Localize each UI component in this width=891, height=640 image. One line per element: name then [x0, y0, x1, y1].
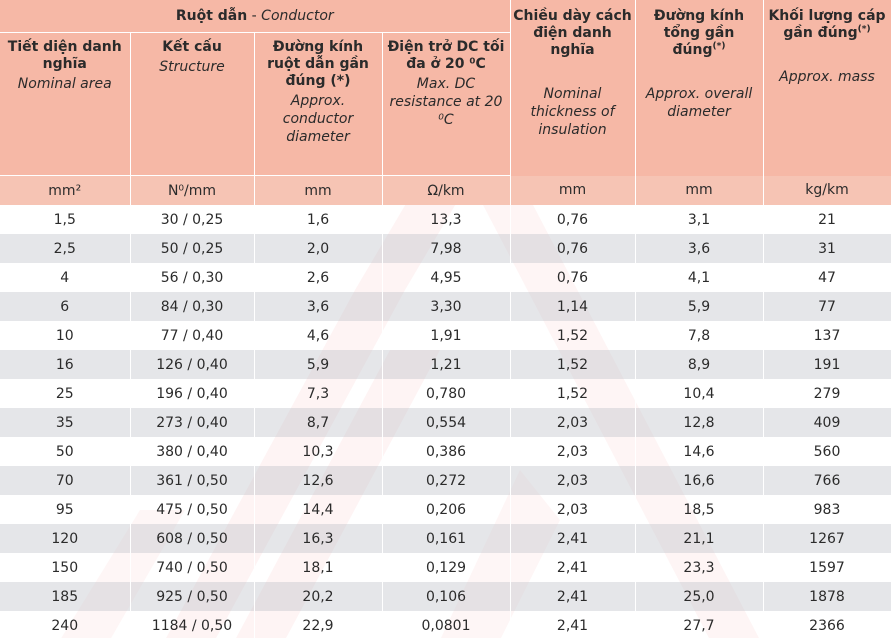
table-cell: 0,76: [510, 263, 635, 292]
table-cell: 0,0801: [382, 611, 510, 640]
table-cell: 196 / 0,40: [130, 379, 254, 408]
table-cell: 2,03: [510, 437, 635, 466]
table-cell: 1,52: [510, 379, 635, 408]
table-row: [0, 495, 891, 524]
table-cell: 22,9: [254, 611, 382, 640]
table-cell: 2366: [763, 611, 891, 640]
table-cell: 3,6: [635, 234, 763, 263]
table-cell: 1597: [763, 553, 891, 582]
table-cell: 13,3: [382, 205, 510, 234]
table-cell: 4,95: [382, 263, 510, 292]
table-cell: 12,8: [635, 408, 763, 437]
table-cell: 1,52: [510, 321, 635, 350]
table-cell: 0,161: [382, 524, 510, 553]
table-row: [0, 205, 891, 234]
table-cell: 47: [763, 263, 891, 292]
table-cell: 3,6: [254, 292, 382, 321]
table-cell: 380 / 0,40: [130, 437, 254, 466]
table-cell: 14,4: [254, 495, 382, 524]
table-cell: 0,554: [382, 408, 510, 437]
table-cell: 2,03: [510, 495, 635, 524]
table-cell: 0,780: [382, 379, 510, 408]
table-cell: 2,03: [510, 408, 635, 437]
unit-cell: mm²: [0, 176, 130, 206]
table-cell: 21: [763, 205, 891, 234]
table-cell: 5,9: [635, 292, 763, 321]
table-cell: 25,0: [635, 582, 763, 611]
table-cell: 150: [0, 553, 130, 582]
table-cell: 95: [0, 495, 130, 524]
table-cell: 279: [763, 379, 891, 408]
table-cell: 120: [0, 524, 130, 553]
table-cell: 2,5: [0, 234, 130, 263]
table-row: [0, 234, 891, 263]
table-cell: 20,2: [254, 582, 382, 611]
header-dc-resistance: Điện trở DC tối đa ở 20 ⁰C Max. DC resistance at 20 ⁰C: [382, 33, 510, 176]
table-cell: 35: [0, 408, 130, 437]
table-cell: 0,129: [382, 553, 510, 582]
unit-cell: Ω/km: [382, 176, 510, 206]
table-row: [0, 321, 891, 350]
table-cell: 1,21: [382, 350, 510, 379]
table-cell: 6: [0, 292, 130, 321]
table-cell: 27,7: [635, 611, 763, 640]
table-row: [0, 582, 891, 611]
table-cell: 8,9: [635, 350, 763, 379]
table-cell: 16,3: [254, 524, 382, 553]
table-cell: 409: [763, 408, 891, 437]
table-cell: 0,386: [382, 437, 510, 466]
table-cell: 25: [0, 379, 130, 408]
table-cell: 7,98: [382, 234, 510, 263]
table-cell: 361 / 0,50: [130, 466, 254, 495]
table-cell: 3,30: [382, 292, 510, 321]
table-row: [0, 350, 891, 379]
table-cell: 10,3: [254, 437, 382, 466]
table-cell: 5,9: [254, 350, 382, 379]
header-structure: Kết cấu Structure: [130, 33, 254, 176]
table-cell: 12,6: [254, 466, 382, 495]
table-cell: 70: [0, 466, 130, 495]
table-row: [0, 553, 891, 582]
table-cell: 185: [0, 582, 130, 611]
table-cell: 740 / 0,50: [130, 553, 254, 582]
unit-cell: N⁰/mm: [130, 176, 254, 206]
table-cell: 0,106: [382, 582, 510, 611]
unit-cell: mm: [635, 176, 763, 206]
table-cell: 983: [763, 495, 891, 524]
table-row: [0, 292, 891, 321]
table-cell: 4,6: [254, 321, 382, 350]
table-cell: 2,6: [254, 263, 382, 292]
table-cell: 1,91: [382, 321, 510, 350]
conductor-group-header: Ruột dẫn - Conductor: [0, 0, 510, 33]
header-approx-mass: Khối lượng cáp gần đúng(*) Approx. mass: [763, 0, 891, 176]
unit-cell: mm: [510, 176, 635, 206]
table-cell: 0,76: [510, 234, 635, 263]
table-cell: 1184 / 0,50: [130, 611, 254, 640]
table-cell: 0,272: [382, 466, 510, 495]
table-cell: 1,52: [510, 350, 635, 379]
table-cell: 77 / 0,40: [130, 321, 254, 350]
table-row: [0, 524, 891, 553]
table-cell: 50: [0, 437, 130, 466]
table-cell: 0,76: [510, 205, 635, 234]
table-row: [0, 611, 891, 640]
table-row: [0, 437, 891, 466]
table-cell: 608 / 0,50: [130, 524, 254, 553]
table-cell: 18,5: [635, 495, 763, 524]
table-row: [0, 408, 891, 437]
table-cell: 3,1: [635, 205, 763, 234]
table-cell: 2,03: [510, 466, 635, 495]
table-cell: 14,6: [635, 437, 763, 466]
table-cell: 2,41: [510, 524, 635, 553]
table-cell: 7,3: [254, 379, 382, 408]
units-row: [0, 176, 891, 206]
table-cell: 4,1: [635, 263, 763, 292]
table-row: [0, 263, 891, 292]
table-cell: 0,206: [382, 495, 510, 524]
table-cell: 2,41: [510, 582, 635, 611]
table-cell: 560: [763, 437, 891, 466]
table-row: [0, 466, 891, 495]
table-cell: 8,7: [254, 408, 382, 437]
table-cell: 2,41: [510, 553, 635, 582]
table-cell: 21,1: [635, 524, 763, 553]
unit-cell: kg/km: [763, 176, 891, 206]
unit-cell: mm: [254, 176, 382, 206]
header-conductor-diameter: Đường kính ruột dẫn gần đúng (*) Approx. conductor diameter: [254, 33, 382, 176]
table-cell: 10: [0, 321, 130, 350]
table-cell: 1,5: [0, 205, 130, 234]
table-cell: 10,4: [635, 379, 763, 408]
table-row: [0, 379, 891, 408]
table-cell: 18,1: [254, 553, 382, 582]
table-cell: 30 / 0,25: [130, 205, 254, 234]
table-cell: 1267: [763, 524, 891, 553]
table-cell: 126 / 0,40: [130, 350, 254, 379]
header-nominal-area: Tiết diện danh nghĩa Nominal area: [0, 33, 130, 176]
header-overall-diameter: Đường kính tổng gần đúng(*) Approx. overall diameter: [635, 0, 763, 176]
table-cell: 4: [0, 263, 130, 292]
table-cell: 2,0: [254, 234, 382, 263]
table-cell: 31: [763, 234, 891, 263]
table-cell: 925 / 0,50: [130, 582, 254, 611]
table-cell: 16,6: [635, 466, 763, 495]
header-insulation-thickness: Chiều dày cách điện danh nghĩa Nominal thickness of insulation: [510, 0, 635, 176]
table-cell: 77: [763, 292, 891, 321]
table-cell: 1,6: [254, 205, 382, 234]
table-cell: 191: [763, 350, 891, 379]
table-cell: 16: [0, 350, 130, 379]
table-cell: 56 / 0,30: [130, 263, 254, 292]
table-cell: 137: [763, 321, 891, 350]
table-cell: 7,8: [635, 321, 763, 350]
table-cell: 240: [0, 611, 130, 640]
table-cell: 273 / 0,40: [130, 408, 254, 437]
table-cell: 23,3: [635, 553, 763, 582]
table-cell: 475 / 0,50: [130, 495, 254, 524]
table-cell: 1,14: [510, 292, 635, 321]
table-cell: 84 / 0,30: [130, 292, 254, 321]
table-cell: 1878: [763, 582, 891, 611]
table-cell: 50 / 0,25: [130, 234, 254, 263]
table-cell: 766: [763, 466, 891, 495]
table-cell: 2,41: [510, 611, 635, 640]
